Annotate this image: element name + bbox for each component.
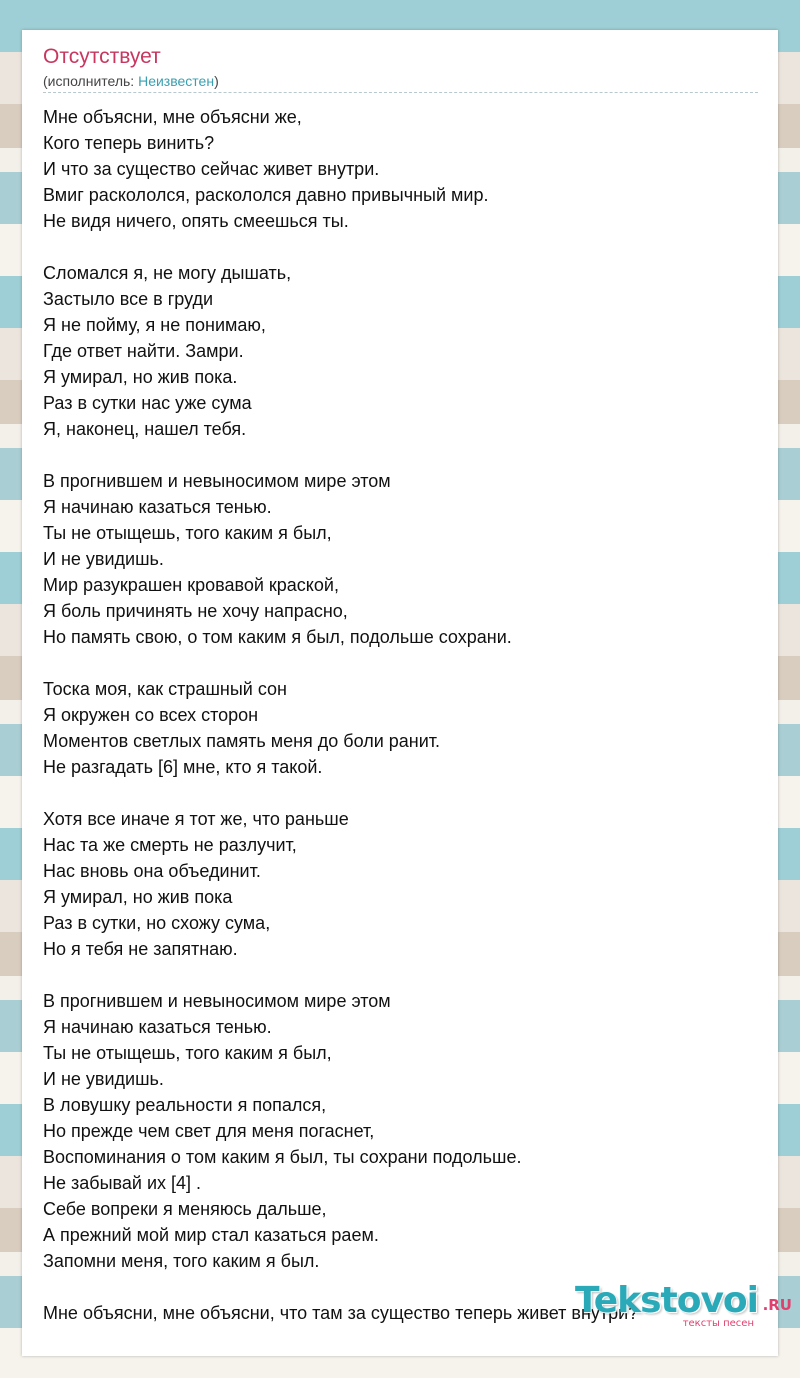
lyrics-stanza xyxy=(43,988,763,1274)
lyrics-line: Тоска моя, как страшный сон xyxy=(43,679,287,699)
lyrics-line: Сломался я, не могу дышать, xyxy=(43,263,292,283)
lyrics-line: Но память свою, о том каким я был, подольше сохрани. xyxy=(43,627,512,647)
lyrics-line: Но прежде чем свет для меня погаснет, xyxy=(43,1121,375,1141)
lyrics-stanza xyxy=(43,468,763,650)
title-divider xyxy=(43,92,758,93)
lyrics-card xyxy=(22,30,778,1356)
lyrics-line: Мне объясни, мне объясни же, xyxy=(43,107,302,127)
logo-tld: .RU xyxy=(762,1296,792,1314)
lyrics-stanza xyxy=(43,260,763,442)
song-title: Отсутствует xyxy=(43,45,161,68)
lyrics-line: Где ответ найти. Замри. xyxy=(43,341,244,361)
lyrics-line: Себе вопреки я меняюсь дальше, xyxy=(43,1199,327,1219)
logo-tagline: тексты песен xyxy=(682,1318,754,1329)
lyrics-line: В прогнившем и невыносимом мире этом xyxy=(43,991,391,1011)
lyrics-line: Я боль причинять не хочу напрасно, xyxy=(43,601,348,621)
lyrics-line: Не забывай их [4] . xyxy=(43,1173,202,1193)
lyrics-line: Я умирал, но жив пока. xyxy=(43,367,238,387)
lyrics-stanza xyxy=(43,676,763,780)
lyrics-line: Воспоминания о том каким я был, ты сохрани подольше. xyxy=(43,1147,522,1167)
lyrics-line: Кого теперь винить? xyxy=(43,133,215,153)
lyrics-line: Хотя все иначе я тот же, что раньше xyxy=(43,809,349,829)
logo-name: Tekstovoi xyxy=(574,1280,758,1321)
lyrics-line: Вмиг раскололся, раскололся давно привычный мир. xyxy=(43,185,489,205)
lyrics-line: Я окружен со всех сторон xyxy=(43,705,259,725)
artist-line xyxy=(43,73,219,89)
lyrics-line: Но я тебя не запятнаю. xyxy=(43,939,238,959)
artist-suffix: ) xyxy=(214,73,219,89)
lyrics-line: Не разгадать [6] мне, кто я такой. xyxy=(43,757,323,777)
lyrics-line: Я не пойму, я не понимаю, xyxy=(43,315,266,335)
artist-link[interactable]: Неизвестен xyxy=(138,73,215,89)
lyrics-line: Ты не отыщешь, того каким я был, xyxy=(43,1043,332,1063)
lyrics-line: И не увидишь. xyxy=(43,549,164,569)
lyrics-line: Запомни меня, того каким я был. xyxy=(43,1251,320,1271)
artist-prefix: (исполнитель: xyxy=(43,73,139,89)
lyrics-line: И что за существо сейчас живет внутри. xyxy=(43,159,380,179)
lyrics-stanza xyxy=(43,806,763,962)
lyrics-text xyxy=(43,104,763,1326)
lyrics-line: Не видя ничего, опять смеешься ты. xyxy=(43,211,349,231)
lyrics-line: Я начинаю казаться тенью. xyxy=(43,1017,272,1037)
lyrics-line: В прогнившем и невыносимом мире этом xyxy=(43,471,391,491)
lyrics-line: Ты не отыщешь, того каким я был, xyxy=(43,523,332,543)
lyrics-line: А прежний мой мир стал казаться раем. xyxy=(43,1225,379,1245)
lyrics-line: Я умирал, но жив пока xyxy=(43,887,233,907)
lyrics-line: Моментов светлых память меня до боли ранит. xyxy=(43,731,441,751)
lyrics-line: Раз в сутки, но схожу сума, xyxy=(43,913,271,933)
lyrics-line: В ловушку реальности я попался, xyxy=(43,1095,327,1115)
lyrics-line: Я начинаю казаться тенью. xyxy=(43,497,272,517)
lyrics-stanza xyxy=(43,104,763,234)
lyrics-line: И не увидишь. xyxy=(43,1069,164,1089)
lyrics-line: Застыло все в груди xyxy=(43,289,214,309)
lyrics-line: Мир разукрашен кровавой краской, xyxy=(43,575,339,595)
lyrics-line: Нас вновь она объединит. xyxy=(43,861,261,881)
lyrics-line: Раз в сутки нас уже сума xyxy=(43,393,252,413)
lyrics-line: Я, наконец, нашел тебя. xyxy=(43,419,247,439)
site-logo[interactable] xyxy=(572,1280,792,1328)
lyrics-line: Нас та же смерть не разлучит, xyxy=(43,835,297,855)
lyrics-line: Мне объясни, мне объясни, что там за существо теперь живет внутри? xyxy=(43,1303,639,1323)
